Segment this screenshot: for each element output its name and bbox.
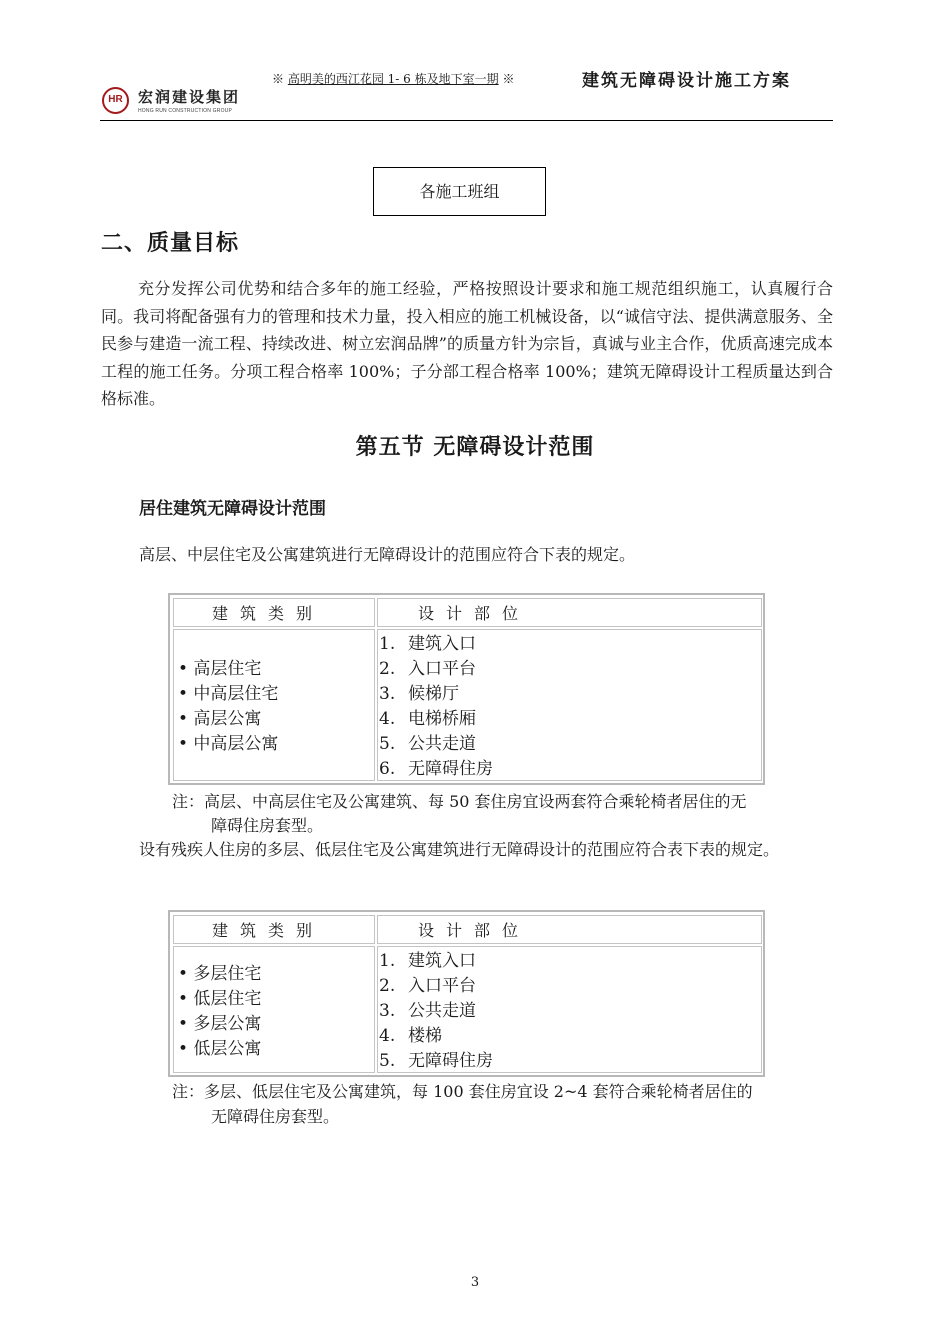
table2-note-continued: 无障碍住房套型。 — [211, 1107, 340, 1126]
building-type-list — [178, 962, 261, 1062]
company-logo — [100, 84, 260, 120]
document-title: 建筑无障碍设计施工方案 — [582, 71, 791, 91]
scope-table-2 — [168, 910, 765, 1077]
list-item: 4. 楼梯 — [379, 1026, 442, 1046]
list-item: 3. 候梯厅 — [379, 684, 459, 704]
list-item: 4. 电梯桥厢 — [379, 709, 476, 729]
hr-logo-icon: HR — [102, 87, 129, 114]
header-project — [272, 70, 514, 87]
list-item: • 中高层住宅 — [178, 684, 279, 704]
intro-text-1: 高层、中层住宅及公寓建筑进行无障碍设计的范围应符合下表的规定。 — [139, 545, 636, 564]
building-type-list — [178, 657, 278, 757]
list-item: 5. 公共走道 — [379, 734, 476, 754]
design-part-list — [379, 949, 493, 1074]
table1-note: 注：高层、中高层住宅及公寓建筑、每 50 套住房宜设两套符合乘轮椅者居住的无 — [172, 792, 747, 811]
list-item: 2. 入口平台 — [379, 976, 476, 996]
scope-table-1 — [168, 593, 765, 785]
section-subheading: 居住建筑无障碍设计范围 — [139, 499, 326, 519]
list-item: 3. 公共走道 — [379, 1001, 476, 1021]
project-name: 高明美的西江花园 1- 6 栋及地下室一期 — [287, 72, 499, 86]
list-item: 6. 无障碍住房 — [379, 759, 493, 779]
list-item: • 高层住宅 — [178, 659, 262, 679]
section-title: 第五节 无障碍设计范围 — [355, 435, 595, 460]
list-item: • 多层公寓 — [178, 1014, 262, 1034]
logo-company-name: 宏润建设集团 — [138, 88, 241, 106]
project-prefix-mark: ※ — [272, 72, 285, 86]
table2-note: 注：多层、低层住宅及公寓建筑，每 100 套住房宜设 2~4 套符合乘轮椅者居住的 — [172, 1082, 753, 1101]
list-item: 2. 入口平台 — [379, 659, 476, 679]
header-building-type: 建筑类别 — [212, 921, 325, 940]
header-building-type: 建筑类别 — [212, 604, 325, 623]
header-design-part: 设计部位 — [418, 604, 531, 623]
project-suffix-mark: ※ — [502, 72, 515, 86]
header-divider — [100, 120, 833, 121]
list-item: • 中高层公寓 — [178, 734, 279, 754]
quality-paragraph: 充分发挥公司优势和结合多年的施工经验，严格按照设计要求和施工规范组织施工，认真履行合同。我司将配备强有力的管理和技术力量，投入相应的施工机械设备，以“诚信守法、提供满意服务、全民参与建造一流工程、持续改进、树立宏润品牌”的质量方针为宗旨，真诚与业主合作，优质高速完成本工程的施工任务。分项工程合格率 100%；子分部工程合格率 100%；建筑无障碍设计工程质量达到合格标准。 — [101, 279, 833, 408]
list-item: • 多层住宅 — [178, 964, 262, 984]
list-item: 5. 无障碍住房 — [379, 1051, 493, 1071]
table1-note-continued: 障碍住房套型。 — [211, 816, 324, 835]
org-chart-box: 各施工班组 — [373, 167, 546, 216]
header-design-part: 设计部位 — [418, 921, 531, 940]
design-part-list — [379, 632, 493, 782]
list-item: • 高层公寓 — [178, 709, 262, 729]
list-item: 1. 建筑入口 — [379, 634, 476, 654]
list-item: • 低层公寓 — [178, 1039, 262, 1059]
intro-text-2: 设有残疾人住房的多层、低层住宅及公寓建筑进行无障碍设计的范围应符合表下表的规定。 — [139, 840, 780, 859]
list-item: • 低层住宅 — [178, 989, 262, 1009]
logo-company-name-en: HONG RUN CONSTRUCTION GROUP — [138, 108, 233, 114]
list-item: 1. 建筑入口 — [379, 951, 476, 971]
quality-heading: 二、质量目标 — [101, 231, 240, 256]
page-number: 3 — [470, 1275, 480, 1290]
